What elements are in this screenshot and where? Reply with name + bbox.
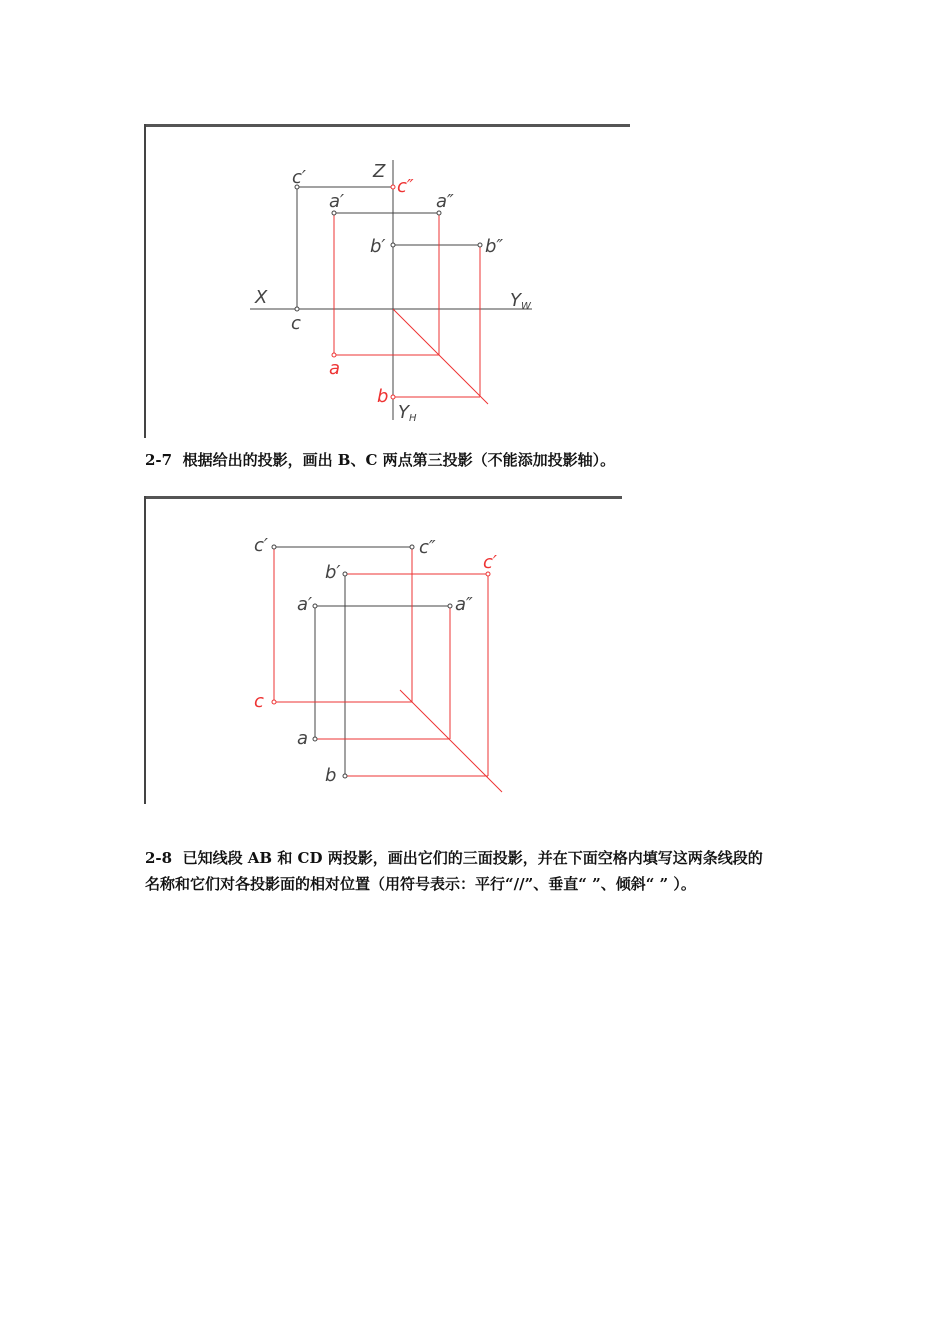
label-b: b: [325, 765, 337, 786]
problem-2-8-text-line1: 已知线段 AB 和 CD 两投影，画出它们的三面投影，并在下面空格内填写这两条线段的: [182, 849, 763, 867]
point-c-dprime: [410, 545, 414, 549]
label-c-dprime: c″: [419, 537, 436, 558]
problem-2-8-text-line2: 名称和它们对各投影面的相对位置（用符号表示：平行“//”、垂直“ ”、倾斜“ ” ）。: [145, 875, 696, 893]
point-c: [272, 700, 276, 704]
label-a: a: [297, 728, 309, 749]
point-a-prime: [313, 604, 317, 608]
label-a-prime: a′: [297, 594, 313, 615]
label-z: Z: [373, 161, 386, 182]
problem-2-8-caption-line1: [145, 845, 763, 871]
problem-2-8-caption-line2: [145, 871, 696, 897]
label-c-prime: c′: [254, 535, 268, 556]
point-b: [343, 774, 347, 778]
problem-2-7-text: 根据给出的投影，画出 B、C 两点第三投影（不能添加投影轴）。: [182, 451, 616, 469]
label-c: c: [254, 691, 264, 712]
label-b-dprime: c′: [483, 552, 497, 573]
point-a: [313, 737, 317, 741]
label-b-dprime: b″: [485, 236, 504, 257]
label-a-dprime: a″: [455, 594, 473, 615]
point-c-prime: [272, 545, 276, 549]
label-yw: YW: [510, 290, 531, 312]
point-b-prime: [343, 572, 347, 576]
label-a-dprime: a″: [436, 191, 454, 212]
point-a-dprime: [448, 604, 452, 608]
diagonal-45-red: [400, 690, 502, 792]
label-b-prime: b′: [370, 236, 386, 257]
label-yh: YH: [398, 402, 417, 424]
label-a: a: [329, 358, 341, 379]
label-b: b: [377, 386, 389, 407]
label-c-dprime: c″: [397, 176, 414, 197]
label-c: c: [291, 313, 301, 334]
label-c-prime: c′: [292, 167, 306, 188]
problem-2-8-number: 2-8: [145, 849, 173, 867]
problem-2-7-number: 2-7: [145, 451, 173, 469]
label-b-prime: b′: [325, 562, 341, 583]
label-a-prime: a′: [329, 191, 345, 212]
label-x: X: [255, 287, 268, 308]
